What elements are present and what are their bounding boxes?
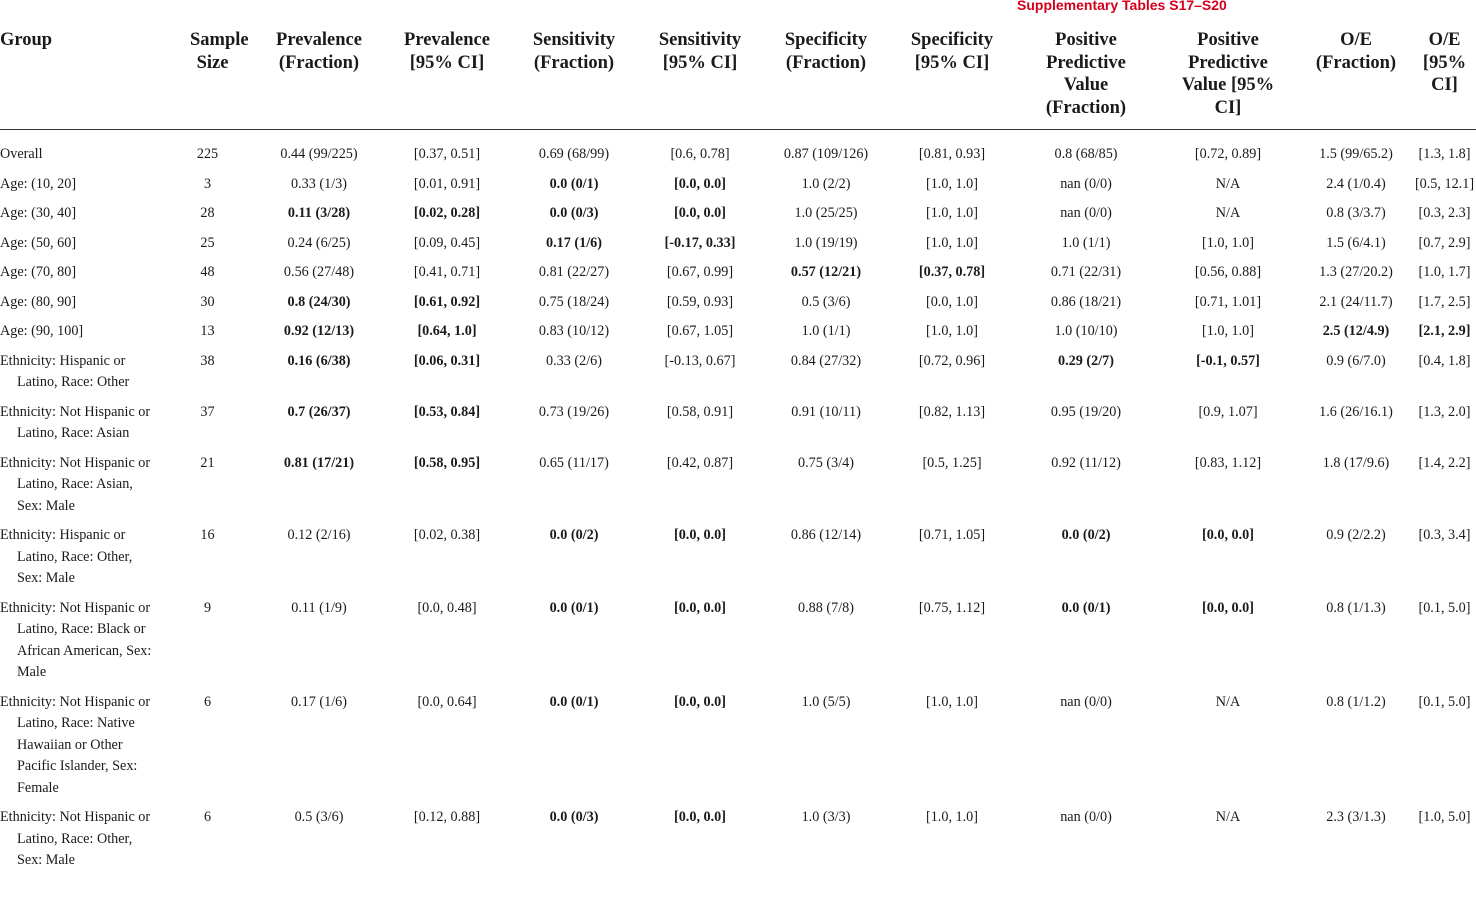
table-body (0, 130, 1476, 880)
cell-ppv-ci: [-0.1, 0.57] (1196, 352, 1260, 369)
cell-ppv-ci: N/A (1215, 205, 1241, 221)
cell-prevalence-ci: [0.41, 0.71] (413, 264, 481, 280)
cell-specificity-ci: [1.0, 1.0] (925, 205, 978, 221)
cell-sensitivity-fraction: 0.81 (22/27) (538, 264, 610, 280)
table-row (0, 203, 1476, 233)
cell-oe-fraction: 1.8 (17/9.6) (1322, 454, 1390, 471)
cell-ppv-ci: [0.0, 0.0] (1201, 599, 1254, 616)
cell-specificity-ci: [0.71, 1.05] (918, 527, 986, 543)
cell-ppv-fraction: 1.0 (1/1) (1061, 234, 1111, 251)
cell-prevalence-ci: [0.37, 0.51] (413, 146, 481, 162)
cell-prevalence-fraction: 0.5 (3/6) (294, 809, 344, 825)
cell-specificity-fraction: 0.75 (3/4) (798, 454, 854, 471)
cell-sample-size: 225 (196, 146, 219, 162)
cell-oe-ci: [0.3, 3.4] (1418, 527, 1471, 543)
cell-oe-ci: [0.3, 2.3] (1418, 205, 1471, 221)
cell-prevalence-fraction: 0.44 (99/225) (280, 146, 358, 162)
cell-oe-fraction: 1.6 (26/16.1) (1319, 403, 1393, 420)
cell-group (0, 453, 160, 526)
cell-ppv-fraction: 0.29 (2/7) (1058, 352, 1114, 369)
cell-sensitivity-ci: [0.0, 0.0] (673, 527, 726, 543)
cell-ppv-fraction: 0.95 (19/20) (1050, 403, 1122, 420)
group-label: Ethnicity: Hispanic or Latino, Race: Other, Sex: Male (0, 527, 133, 586)
results-table (0, 29, 1476, 880)
cell-group (0, 203, 160, 233)
cell-group (0, 233, 160, 263)
cell-specificity-fraction: 0.57 (12/21) (790, 264, 862, 280)
cell-specificity-fraction: 0.88 (7/8) (798, 599, 854, 616)
cell-group (0, 692, 160, 808)
cell-prevalence-ci: [0.01, 0.91] (413, 175, 481, 192)
cell-prevalence-fraction: 0.17 (1/6) (291, 693, 347, 710)
cell-prevalence-ci: [0.64, 1.0] (417, 323, 477, 339)
cell-prevalence-ci: [0.12, 0.88] (413, 809, 481, 825)
cell-oe-fraction: 0.8 (1/1.3) (1326, 599, 1386, 616)
cell-ppv-ci: [0.0, 0.0] (1201, 527, 1254, 543)
header-specificity-ci: Specificity [95% CI] (889, 29, 1015, 130)
header-oe-ci: O/E [95% CI] (1413, 29, 1476, 130)
cell-ppv-fraction: 0.0 (0/2) (1061, 527, 1111, 543)
group-label: Age: (30, 40] (0, 205, 77, 221)
cell-ppv-fraction: nan (0/0) (1060, 693, 1112, 710)
group-label: Ethnicity: Not Hispanic or Latino, Race: Black or African American, Sex: Male (0, 599, 152, 680)
cell-sample-size: 13 (200, 323, 215, 339)
cell-specificity-ci: [0.81, 0.93] (918, 146, 986, 162)
group-label: Age: (50, 60] (0, 234, 77, 251)
cell-prevalence-fraction: 0.12 (2/16) (287, 527, 351, 543)
cell-sensitivity-fraction: 0.83 (10/12) (538, 323, 610, 339)
cell-sensitivity-ci: [0.58, 0.91] (666, 403, 734, 420)
header-sensitivity-ci: Sensitivity [95% CI] (637, 29, 763, 130)
table-row (0, 233, 1476, 263)
cell-sensitivity-ci: [-0.13, 0.67] (664, 352, 736, 369)
cell-sample-size: 3 (203, 175, 212, 192)
cell-sensitivity-fraction: 0.0 (0/3) (549, 809, 599, 825)
cell-sample-size: 9 (203, 599, 212, 616)
cell-oe-fraction: 2.4 (1/0.4) (1326, 175, 1386, 192)
cell-ppv-fraction: 0.86 (18/21) (1050, 293, 1122, 310)
cell-specificity-ci: [1.0, 1.0] (925, 234, 978, 251)
supplementary-tables-link[interactable]: Supplementary Tables S17–S20 (1017, 0, 1227, 13)
cell-ppv-ci: N/A (1215, 693, 1241, 710)
cell-ppv-fraction: 1.0 (10/10) (1054, 323, 1118, 339)
cell-oe-fraction: 2.3 (3/1.3) (1326, 809, 1386, 825)
cell-sample-size: 25 (200, 234, 215, 251)
cell-specificity-fraction: 0.87 (109/126) (783, 146, 869, 162)
cell-sensitivity-fraction: 0.0 (0/1) (549, 693, 599, 710)
cell-oe-fraction: 2.1 (24/11.7) (1319, 293, 1393, 310)
table-row (0, 351, 1476, 402)
cell-sensitivity-ci: [0.0, 0.0] (673, 175, 726, 192)
table-row (0, 321, 1476, 351)
cell-sensitivity-ci: [0.0, 0.0] (673, 599, 726, 616)
cell-oe-fraction: 1.3 (27/20.2) (1319, 264, 1393, 280)
cell-prevalence-fraction: 0.11 (1/9) (291, 599, 347, 616)
table-row (0, 402, 1476, 453)
cell-prevalence-ci: [0.0, 0.64] (417, 693, 477, 710)
cell-group (0, 130, 160, 174)
cell-group (0, 292, 160, 322)
table-row (0, 525, 1476, 598)
cell-group (0, 321, 160, 351)
cell-oe-ci: [1.7, 2.5] (1418, 293, 1471, 310)
cell-oe-fraction: 1.5 (99/65.2) (1319, 146, 1393, 162)
cell-sensitivity-fraction: 0.17 (1/6) (546, 234, 602, 251)
cell-specificity-ci: [1.0, 1.0] (925, 809, 978, 825)
cell-specificity-ci: [0.82, 1.13] (918, 403, 986, 420)
group-label: Overall (0, 146, 43, 162)
cell-specificity-ci: [1.0, 1.0] (925, 693, 978, 710)
table-row (0, 692, 1476, 808)
group-label: Age: (70, 80] (0, 264, 77, 280)
cell-group (0, 598, 160, 692)
cell-sample-size: 21 (200, 454, 215, 471)
cell-oe-ci: [1.3, 1.8] (1418, 146, 1471, 162)
cell-ppv-ci: N/A (1215, 175, 1241, 192)
cell-sample-size: 38 (200, 352, 215, 369)
cell-ppv-ci: [0.71, 1.01] (1194, 293, 1262, 310)
cell-ppv-fraction: 0.92 (11/12) (1051, 454, 1121, 471)
cell-prevalence-fraction: 0.33 (1/3) (291, 175, 347, 192)
cell-sensitivity-ci: [0.42, 0.87] (666, 454, 734, 471)
cell-sensitivity-fraction: 0.0 (0/1) (549, 175, 599, 192)
group-label: Ethnicity: Not Hispanic or Latino, Race: Asian, Sex: Male (0, 454, 151, 514)
header-ppv-fraction: Positive Predictive Value (Fraction) (1015, 29, 1157, 130)
cell-sensitivity-ci: [0.67, 1.05] (666, 323, 734, 339)
cell-sample-size: 6 (203, 809, 212, 825)
cell-prevalence-ci: [0.58, 0.95] (413, 454, 481, 471)
table-row (0, 262, 1476, 292)
cell-ppv-ci: [1.0, 1.0] (1201, 323, 1254, 339)
cell-group (0, 402, 160, 453)
cell-specificity-fraction: 0.5 (3/6) (801, 293, 851, 310)
cell-oe-ci: [0.5, 12.1] (1414, 175, 1475, 192)
cell-specificity-fraction: 0.86 (12/14) (790, 527, 862, 543)
cell-group (0, 262, 160, 292)
cell-sensitivity-fraction: 0.75 (18/24) (538, 293, 610, 310)
cell-sample-size: 28 (200, 205, 215, 221)
cell-sensitivity-fraction: 0.0 (0/2) (549, 527, 599, 543)
cell-sensitivity-fraction: 0.33 (2/6) (546, 352, 602, 369)
cell-sensitivity-ci: [0.67, 0.99] (666, 264, 734, 280)
cell-oe-ci: [0.1, 5.0] (1418, 599, 1471, 616)
cell-prevalence-fraction: 0.92 (12/13) (283, 323, 355, 339)
cell-specificity-ci: [0.37, 0.78] (918, 264, 986, 280)
cell-ppv-ci: [0.9, 1.07] (1198, 403, 1258, 420)
cell-oe-fraction: 0.8 (1/1.2) (1326, 693, 1386, 710)
group-label: Ethnicity: Not Hispanic or Latino, Race: Other, Sex: Male (0, 809, 151, 868)
cell-ppv-fraction: nan (0/0) (1060, 205, 1112, 221)
cell-specificity-ci: [1.0, 1.0] (925, 323, 978, 339)
group-label: Ethnicity: Not Hispanic or Latino, Race: Asian (0, 403, 151, 441)
cell-sensitivity-ci: [0.6, 0.78] (670, 146, 730, 162)
cell-oe-ci: [0.7, 2.9] (1418, 234, 1471, 251)
cell-sensitivity-fraction: 0.0 (0/1) (549, 599, 599, 616)
cell-ppv-fraction: 0.8 (68/85) (1054, 146, 1118, 162)
cell-specificity-ci: [1.0, 1.0] (925, 175, 978, 192)
cell-sensitivity-fraction: 0.0 (0/3) (549, 205, 599, 221)
cell-ppv-ci: [0.83, 1.12] (1194, 454, 1262, 471)
cell-specificity-ci: [0.72, 0.96] (918, 352, 986, 369)
cell-specificity-fraction: 1.0 (3/3) (801, 809, 851, 825)
cell-oe-fraction: 0.8 (3/3.7) (1326, 205, 1386, 221)
cell-sensitivity-ci: [-0.17, 0.33] (664, 234, 736, 251)
cell-prevalence-fraction: 0.16 (6/38) (287, 352, 351, 369)
header-sample-size: Sample Size (160, 29, 255, 130)
group-label: Ethnicity: Hispanic or Latino, Race: Other (0, 352, 130, 390)
cell-group (0, 807, 160, 880)
cell-ppv-ci: [1.0, 1.0] (1201, 234, 1254, 251)
cell-oe-ci: [2.1, 2.9] (1418, 323, 1471, 339)
header-prevalence-fraction: Prevalence (Fraction) (255, 29, 383, 130)
cell-sample-size: 37 (200, 403, 215, 420)
cell-ppv-fraction: 0.71 (22/31) (1050, 264, 1122, 280)
header-prevalence-ci: Prevalence [95% CI] (383, 29, 511, 130)
cell-specificity-ci: [0.0, 1.0] (925, 293, 978, 310)
table-row (0, 174, 1476, 204)
cell-sensitivity-ci: [0.0, 0.0] (673, 693, 726, 710)
cell-oe-fraction: 1.5 (6/4.1) (1326, 234, 1386, 251)
group-label: Age: (90, 100] (0, 323, 84, 339)
group-label: Age: (10, 20] (0, 175, 77, 192)
cell-ppv-fraction: nan (0/0) (1060, 809, 1112, 825)
cell-sample-size: 6 (203, 693, 212, 710)
cell-ppv-ci: [0.56, 0.88] (1194, 264, 1262, 280)
header-specificity-fraction: Specificity (Fraction) (763, 29, 889, 130)
cell-prevalence-fraction: 0.11 (3/28) (287, 205, 351, 221)
header-oe-fraction: O/E (Fraction) (1299, 29, 1413, 130)
cell-oe-ci: [0.4, 1.8] (1418, 352, 1471, 369)
cell-oe-ci: [0.1, 5.0] (1418, 693, 1471, 710)
cell-specificity-fraction: 1.0 (1/1) (801, 323, 851, 339)
cell-prevalence-fraction: 0.8 (24/30) (287, 293, 351, 310)
cell-ppv-ci: [0.72, 0.89] (1194, 146, 1262, 162)
cell-prevalence-ci: [0.02, 0.38] (413, 527, 481, 543)
cell-ppv-fraction: nan (0/0) (1060, 175, 1112, 192)
cell-sample-size: 30 (200, 293, 215, 310)
cell-oe-ci: [1.0, 5.0] (1418, 809, 1471, 825)
cell-sensitivity-ci: [0.0, 0.0] (673, 809, 726, 825)
table-row (0, 598, 1476, 692)
cell-prevalence-fraction: 0.7 (26/37) (287, 403, 351, 420)
header-sensitivity-fraction: Sensitivity (Fraction) (511, 29, 637, 130)
cell-specificity-fraction: 1.0 (2/2) (801, 175, 851, 192)
cell-prevalence-ci: [0.0, 0.48] (417, 599, 477, 616)
table-row (0, 292, 1476, 322)
cell-prevalence-ci: [0.09, 0.45] (413, 234, 481, 251)
cell-sensitivity-ci: [0.0, 0.0] (673, 205, 726, 221)
cell-ppv-fraction: 0.0 (0/1) (1061, 599, 1111, 616)
group-label: Age: (80, 90] (0, 293, 77, 310)
cell-prevalence-ci: [0.53, 0.84] (413, 403, 481, 420)
table-row (0, 130, 1476, 174)
cell-specificity-fraction: 1.0 (25/25) (794, 205, 858, 221)
table-row (0, 807, 1476, 880)
cell-sensitivity-fraction: 0.65 (11/17) (539, 454, 609, 471)
group-label: Ethnicity: Not Hispanic or Latino, Race: Native Hawaiian or Other Pacific Islander, Sex: Female (0, 693, 151, 796)
header-group: Group (0, 29, 160, 130)
cell-specificity-fraction: 0.91 (10/11) (791, 403, 861, 420)
cell-specificity-ci: [0.5, 1.25] (922, 454, 982, 471)
cell-oe-fraction: 2.5 (12/4.9) (1322, 323, 1390, 339)
cell-oe-ci: [1.4, 2.2] (1418, 454, 1471, 471)
cell-group (0, 525, 160, 598)
cell-oe-fraction: 0.9 (2/2.2) (1326, 527, 1386, 543)
cell-oe-fraction: 0.9 (6/7.0) (1326, 352, 1386, 369)
cell-prevalence-fraction: 0.81 (17/21) (283, 454, 355, 471)
cell-prevalence-ci: [0.61, 0.92] (413, 293, 481, 310)
cell-sensitivity-ci: [0.59, 0.93] (666, 293, 734, 310)
header-ppv-ci: Positive Predictive Value [95% CI] (1157, 29, 1299, 130)
cell-specificity-ci: [0.75, 1.12] (918, 599, 986, 616)
cell-sample-size: 16 (200, 527, 215, 543)
cell-oe-ci: [1.3, 2.0] (1418, 403, 1471, 420)
cell-prevalence-fraction: 0.56 (27/48) (283, 264, 355, 280)
cell-group (0, 351, 160, 402)
cell-specificity-fraction: 0.84 (27/32) (790, 352, 862, 369)
cell-sensitivity-fraction: 0.73 (19/26) (538, 403, 610, 420)
cell-prevalence-fraction: 0.24 (6/25) (287, 234, 351, 251)
cell-prevalence-ci: [0.02, 0.28] (413, 205, 481, 221)
cell-specificity-fraction: 1.0 (5/5) (801, 693, 851, 710)
cell-oe-ci: [1.0, 1.7] (1418, 264, 1471, 280)
table-header-row (0, 29, 1476, 130)
cell-sensitivity-fraction: 0.69 (68/99) (538, 146, 610, 162)
table-row (0, 453, 1476, 526)
cell-group (0, 174, 160, 204)
cell-sample-size: 48 (200, 264, 215, 280)
cell-prevalence-ci: [0.06, 0.31] (413, 352, 481, 369)
cell-ppv-ci: N/A (1215, 809, 1241, 825)
cell-specificity-fraction: 1.0 (19/19) (794, 234, 858, 251)
